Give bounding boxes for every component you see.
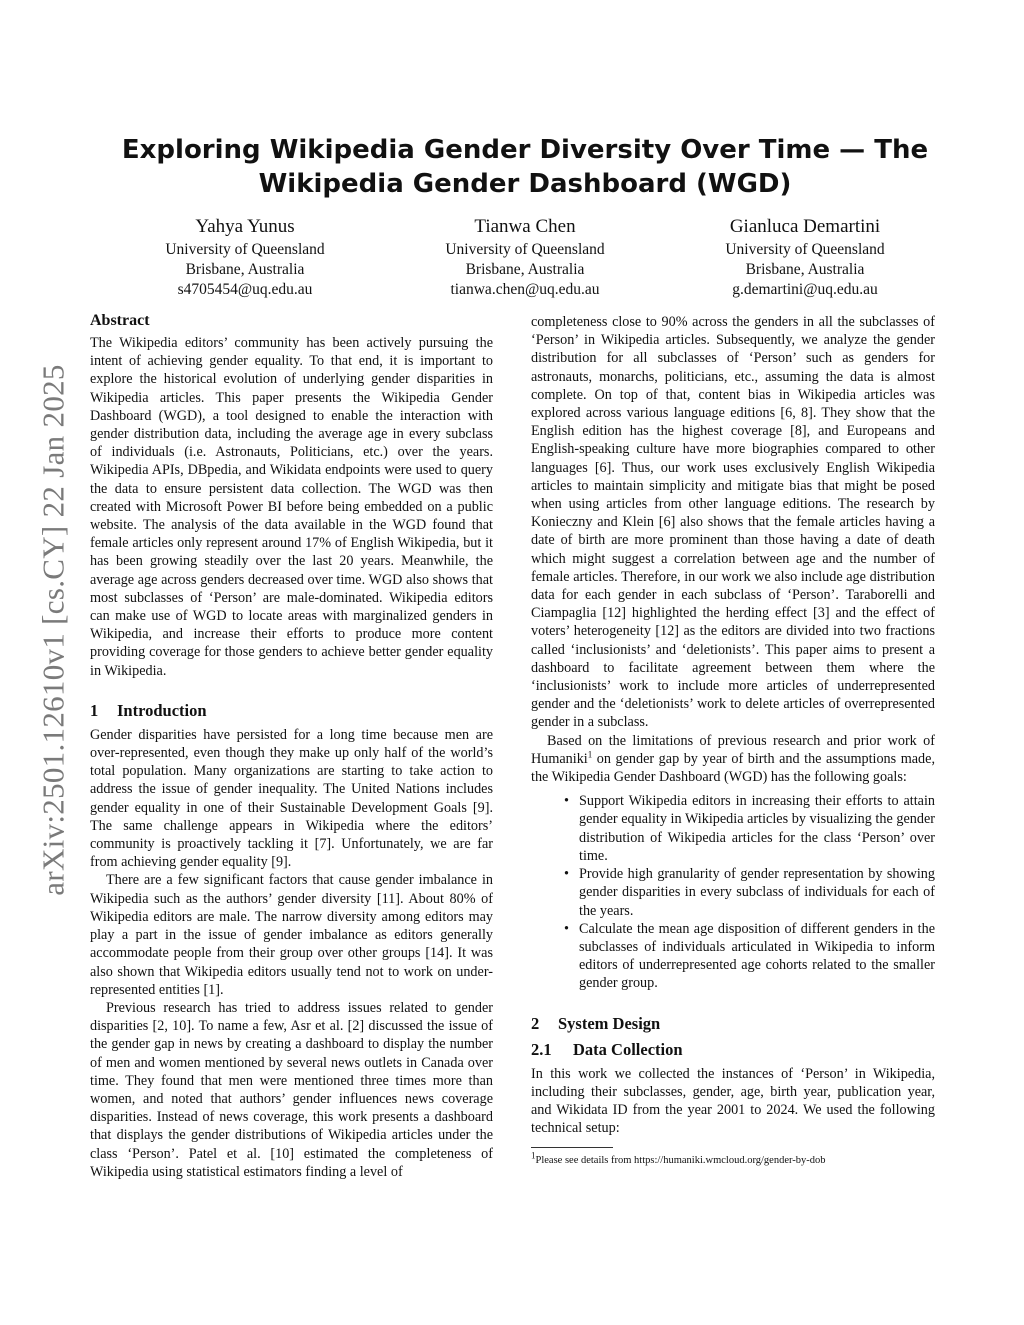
author-location: Brisbane, Australia	[465, 261, 585, 278]
author-1	[110, 214, 380, 300]
arxiv-stamp: arXiv:2501.12610v1 [cs.CY] 22 Jan 2025	[36, 364, 72, 896]
author-affiliation: University of Queensland	[165, 241, 325, 258]
author-2	[390, 214, 660, 300]
author-name: Yahya Yunus	[195, 216, 295, 237]
section-number: 1	[90, 700, 99, 720]
abstract-text: The Wikipedia editors’ community has been actively pursuing the intent of achieving gender equality. To that end, it is important to explore the historical evolution of underlying gender disparities in Wikipedia articles. This paper presents the Wikipedia Gender Dashboard (WGD), a tool designed to enable the interaction with gender distribution data, including the average age in every subclass of individuals (i.e. Astronauts, Politicians, etc.) over the years. Wikipedia APIs, DBpedia, and Wikidata endpoints were used to query the data to ensure persistent data collection. The WGD was then created with Microsoft Power BI before being embedded on a public website. The analysis of the data available in the WGD found that female articles only represent around 17% of English Wikipedia, but it has been growing steadily over the last 20 years. Meanwhile, the average age across genders decreased over time. WGD also shows that most subclasses of ‘Person’ are male-dominated. Wikipedia editors can make use of WGD to locate areas with marginalized genders in Wikipedia, and increase their efforts to produce more content providing coverage for those genders to achieve better gender equality in Wikipedia.	[90, 335, 493, 679]
paper-title: Exploring Wikipedia Gender Diversity Over Time — The Wikipedia Gender Dashboard (WGD)	[121, 135, 929, 199]
author-affiliation: University of Queensland	[445, 241, 605, 258]
footnote-divider	[531, 1147, 613, 1148]
left-column	[90, 310, 493, 1181]
section-heading-system-design	[531, 1013, 935, 1035]
data-collection-paragraph: In this work we collected the instances of ‘Person’ in Wikipedia, including their subclasses, gender, age, birth year, publication year, and Wikidata ID from the year 2001 to 2024. We used the following technical setup:	[531, 1065, 935, 1137]
author-affiliation: University of Queensland	[725, 241, 885, 258]
intro-paragraph-4	[531, 732, 935, 787]
para-text: on gender gap by year of birth and the assumptions made, the Wikipedia Gender Dashboard (WGD) has the following goals:	[531, 750, 935, 786]
footnote-ref[interactable]: 1	[587, 749, 593, 760]
subsection-title: Data Collection	[573, 1039, 683, 1059]
subsection-heading-data-collection	[531, 1039, 935, 1061]
arxiv-stamp-wrapper	[34, 315, 74, 945]
author-email[interactable]: g.demartini@uq.edu.au	[732, 281, 878, 298]
footnote	[531, 1150, 935, 1167]
section-heading-introduction	[90, 700, 493, 722]
author-email[interactable]: tianwa.chen@uq.edu.au	[450, 281, 600, 298]
author-name: Tianwa Chen	[474, 216, 576, 237]
subsection-number: 2.1	[531, 1039, 552, 1059]
goals-list	[531, 792, 935, 992]
para-text: Based on the limitations of previous research and prior work of Humaniki	[531, 732, 935, 767]
footnote-mark: 1	[531, 1150, 536, 1161]
list-item: • Support Wikipedia editors in increasing their efforts to attain gender equality in Wikipedia articles by visualizing the gender distribution of Wikipedia articles for the class ‘Person’ over time.	[579, 792, 935, 865]
intro-paragraph-3: Previous research has tried to address issues related to gender disparities [2, 10]. To name a few, Asr et al. [2] discussed the issue of the gender gap in news by creating a dashboard to display the number of men and women mentioned by several news outlets in Canada over time. They found that men were mentioned three times more than women, and noted that authors’ gender influences news coverage disparities. Instead of news coverage, this work presents a dashboard that displays the gender distributions of Wikipedia articles under the class ‘Person’. Patel et al. [10] estimated the completeness of Wikipedia using statistical estimators finding a level of	[90, 999, 493, 1180]
author-block	[110, 214, 940, 300]
author-email[interactable]: s4705454@uq.edu.au	[177, 281, 313, 298]
footnote-text[interactable]: Please see details from https://humaniki.wmcloud.org/gender-by-dob	[535, 1155, 826, 1167]
intro-paragraph-1: Gender disparities have persisted for a long time because men are over-represented, even though they make up only half of the world’s total population. Many organizations are starting to take action to address the issue of gender inequality. The United Nations includes gender equality in one of their Sustainable Development Goals [9]. The same challenge appears in Wikipedia where the editors’ community is proactively tackling it [7]. Unfortunately, we are far from achieving gender equality [9].	[90, 726, 493, 871]
list-item: • Provide high granularity of gender representation by showing gender disparities in every subclass of individuals for each of the years.	[579, 865, 935, 920]
intro-paragraph-2: There are a few significant factors that cause gender imbalance in Wikipedia such as the authors’ gender diversity [11]. About 80% of Wikipedia editors are male. The narrow diversity among editors may play a part in the issue of gender imbalance as editors generally accommodate people from their group over other groups [14]. It was also shown that Wikipedia editors usually tend not to work on under-represented entities [1].	[90, 872, 493, 998]
author-3	[670, 214, 940, 300]
author-location: Brisbane, Australia	[185, 261, 305, 278]
section-title: Introduction	[117, 700, 207, 720]
list-item: • Calculate the mean age disposition of different genders in the subclasses of individuals articulated in Wikipedia to inform editors of underrepresented age cohorts related to the smaller gender group.	[579, 920, 935, 993]
right-column	[531, 313, 935, 1167]
intro-paragraph-3-continued: completeness close to 90% across the genders in all the subclasses of ‘Person’ in Wikipedia articles. Subsequently, we analyze the gender distribution for all subclasses of ‘Person’ such as genders for astronauts, monarchs, politicians, etc., assuming the data is almost complete. On top of that, content bias in Wikipedia articles was explored across various language editions [6, 8]. They show that the English edition has the highest coverage [8], and Europeans and English-speaking culture have more biographies compared to other languages [6]. Thus, our work uses exclusively English Wikipedia articles to maintain simplicity and mitigate bias that might be posed when using articles from other language editions. The research by Konieczny and Klein [6] also shows that the female articles having a date of birth are more prominent than those having a date of death which might suggest a correlation between age and the number of female articles. Therefore, in our work we also include age distribution data for each gender in each subclass of ‘Person’. Taraborelli and Ciampaglia [12] highlighted the herding effect [3] and the effect of voters’ heterogeneity [12] as the editors are divided into two fractions called ‘inclusionists’ and ‘deletionists’. This paper aims to present a dashboard to facilitate agreement between them where the ‘inclusionists’ work to include more articles of underrepresented gender and the ‘deletionists’ work to delete articles of overrepresented gender in a subclass.	[531, 314, 935, 731]
author-name: Gianluca Demartini	[729, 216, 881, 237]
author-location: Brisbane, Australia	[745, 261, 865, 278]
section-number: 2	[531, 1013, 540, 1033]
section-title: System Design	[558, 1013, 661, 1033]
abstract-heading: Abstract	[90, 312, 150, 329]
